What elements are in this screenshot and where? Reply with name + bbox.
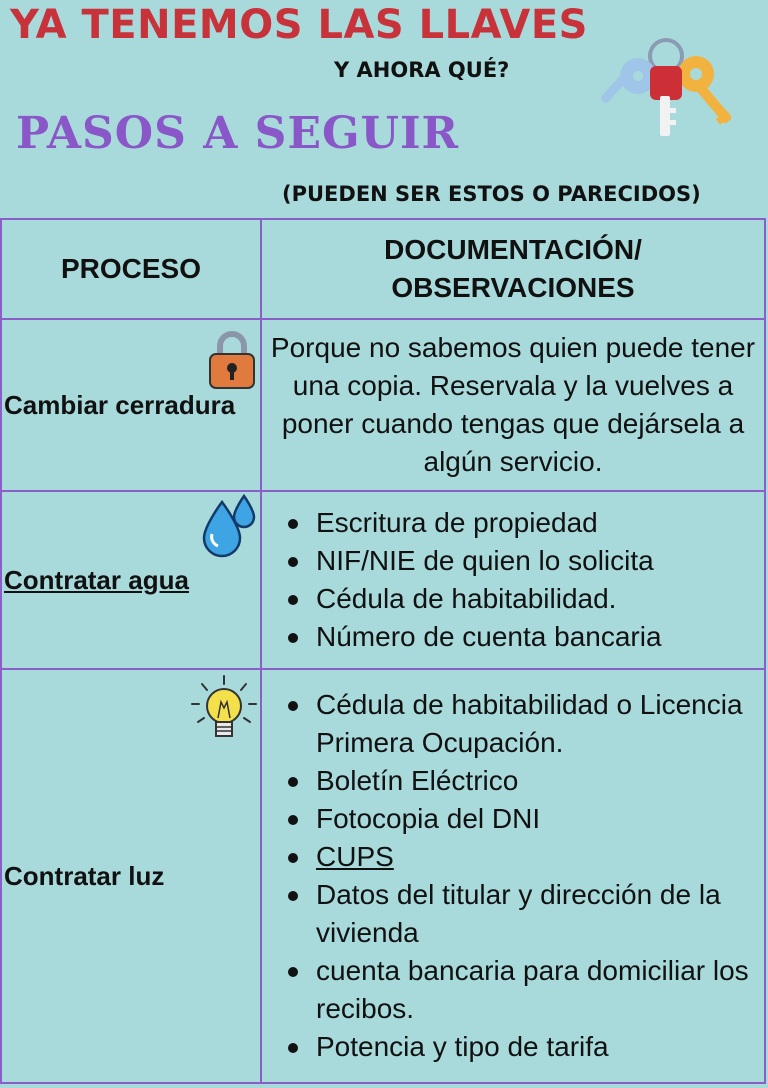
padlock-icon (206, 328, 258, 390)
list-item: Datos del titular y dirección de la vivienda (288, 876, 756, 952)
list-item: cuenta bancaria para domiciliar los recibos. (288, 952, 756, 1028)
list-item: Cédula de habitabilidad o Licencia Primera Ocupación. (288, 686, 756, 762)
table-row (1, 491, 765, 669)
document-list (262, 682, 764, 1070)
description-text: Porque no sabemos quien puede tener una copia. Reservala y la vuelves a poner cuando tengas que dejársela a algún servicio. (270, 332, 756, 477)
main-title: YA TENEMOS LAS LLAVES (10, 2, 588, 48)
header-documentation (261, 219, 765, 319)
steps-title: PASOS A SEGUIR (16, 108, 460, 159)
header-docs-line2: OBSERVACIONES (391, 272, 635, 303)
list-item: Boletín Eléctrico (288, 762, 756, 800)
description-cell (261, 669, 765, 1083)
note-text: (PUEDEN SER ESTOS O PARECIDOS) (282, 182, 701, 206)
description-cell (261, 491, 765, 669)
process-cell (1, 319, 261, 491)
list-item: Cédula de habitabilidad. (288, 580, 756, 618)
subtitle: Y AHORA QUÉ? (334, 58, 510, 82)
water-drops-icon (198, 494, 260, 560)
list-item: Número de cuenta bancaria (288, 618, 756, 656)
header-docs-line1: DOCUMENTACIÓN/ (384, 234, 642, 265)
table-header-row (1, 219, 765, 319)
process-cell (1, 669, 261, 1083)
steps-table (0, 218, 766, 1084)
process-cell (1, 491, 261, 669)
table-row (1, 669, 765, 1083)
process-label: Contratar agua (4, 564, 189, 595)
list-item: Fotocopia del DNI (288, 800, 756, 838)
keys-icon (586, 34, 746, 144)
list-item: Potencia y tipo de tarifa (288, 1028, 756, 1066)
description-cell (261, 319, 765, 491)
header-process: PROCESO (1, 219, 261, 319)
light-bulb-icon (188, 674, 260, 746)
list-item: Escritura de propiedad (288, 504, 756, 542)
cups-link[interactable]: CUPS (288, 838, 756, 876)
table-row (1, 319, 765, 491)
process-label: Contratar luz (4, 860, 165, 891)
list-item: NIF/NIE de quien lo solicita (288, 542, 756, 580)
process-label: Cambiar cerradura (4, 389, 236, 420)
document-list (262, 500, 764, 660)
